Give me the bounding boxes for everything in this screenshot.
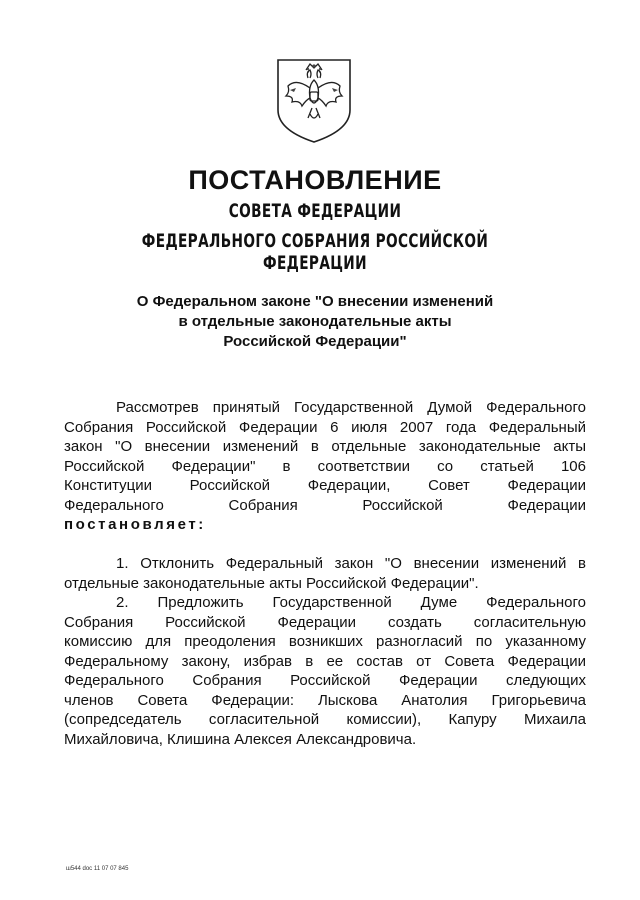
- coat-of-arms-icon: [272, 52, 356, 144]
- subject-line: в отдельные законодательные акты: [178, 313, 452, 330]
- text-line: отдельные законодательные акты Российской Федерации".: [64, 574, 479, 592]
- text-line: Федерального Собрания Российской Федерации: [64, 496, 586, 514]
- preamble-paragraph: [64, 398, 586, 535]
- text-line: Конституции Российской Федерации, Совет Федерации: [64, 477, 586, 494]
- text-line: Федерального Собрания Российской Федерации следующих: [64, 672, 586, 689]
- text-line: Рассмотрев принятый Государственной Думой Федерального: [116, 399, 586, 416]
- text-line: комиссию для преодоления возникших разногласий по указанному: [64, 633, 586, 650]
- document-code: ш544 doc 11 07 07 845: [66, 866, 129, 872]
- document-subject: [0, 292, 630, 352]
- resolution-item-1: [64, 554, 586, 593]
- subject-line: Российской Федерации": [223, 333, 407, 350]
- text-line: (сопредседатель согласительной комиссии), Капуру Михаила: [64, 711, 586, 728]
- resolution-item-2: [64, 593, 586, 749]
- document-subtitle-assembly: ФЕДЕРАЛЬНОГО СОБРАНИЯ РОССИЙСКОЙ ФЕДЕРАЦИИ: [141, 230, 489, 274]
- text-line: Михайловича, Клишина Алексея Александровича.: [64, 730, 417, 748]
- document-subtitle-council: СОВЕТА ФЕДЕРАЦИИ: [228, 200, 402, 222]
- text-line: Собрания Российской Федерации 6 июля 2007 года Федеральный: [64, 418, 586, 436]
- text-line: Федеральному закону, избрав в ее состав от Совета Федерации: [64, 652, 586, 670]
- resolution-word: постановляет:: [64, 516, 206, 533]
- subject-line: О Федеральном законе "О внесении изменений: [136, 293, 494, 310]
- text-line: 1. Отклонить Федеральный закон "О внесении изменений в: [116, 555, 586, 572]
- text-line: закон "О внесении изменений в отдельные законодательные акты: [64, 438, 586, 455]
- text-line: 2. Предложить Государственной Думе Федерального: [116, 594, 586, 611]
- document-title: ПОСТАНОВЛЕНИЕ: [188, 165, 442, 195]
- text-line: Собрания Российской Федерации создать согласительную: [64, 613, 586, 631]
- text-line: Российской Федерации" в соответствии со статьей 106: [64, 457, 586, 475]
- text-line: членов Совета Федерации: Лыскова Анатолия Григорьевича: [64, 691, 586, 709]
